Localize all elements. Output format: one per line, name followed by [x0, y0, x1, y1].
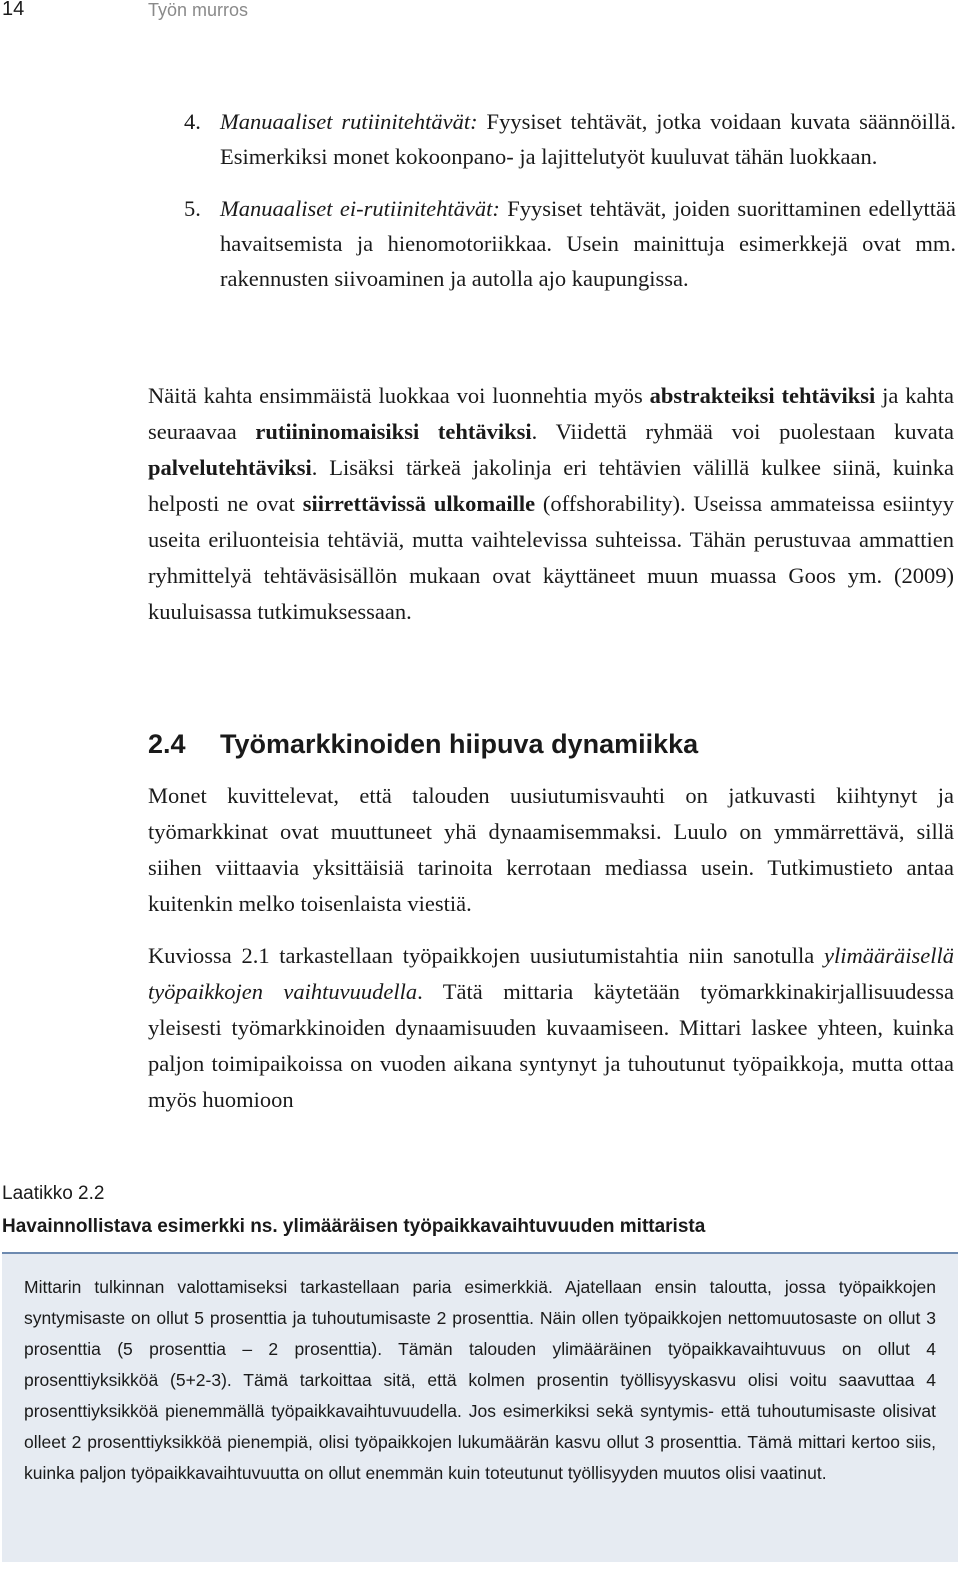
section-number: 2.4: [148, 729, 186, 759]
box-text: Mittarin tulkinnan valottamiseksi tarkastellaan paria esimerkkiä. Ajatellaan ensin taloutta, jossa työpaikkojen syntymisaste on ollut 5 prosenttia ja tuhoutumisaste 2 prosenttia. Näin ollen työpaikkojen nettomuutosaste on ollut 3 prosenttia (5 prosenttia – 2 prosenttia). Tämän talouden ylimääräinen työpaikkavaihtuvuus on ollut 4 prosenttiyksikköä (5+2-3). Tämä tarkoittaa sitä, että kolmen prosentin työllisyyskasvu olisi voitu saavuttaa 4 prosenttiyksikköä pienemmällä työpaikkavaihtuvuudella. Jos esimerkiksi sekä syntymis- että tuhoutumisaste olisivat olleet 2 prosenttiyksikköä pienempiä, olisi työpaikkojen lukumäärän kasvu ollut 3 prosenttia. Tämä mittari kertoo siis, kuinka paljon työpaikkavaihtuvuutta on ollut enemmän kuin toteutunut työllisyyden muutos olisi vaatinut.: [24, 1277, 936, 1483]
section-heading: [148, 724, 698, 764]
list-item-text: Fyysiset tehtävät, joiden suorittaminen edellyttää havaitsemista ja hienomotoriikkaa. Usein mainittuja esimerkkejä ovat mm. rakennusten siivoaminen ja autolla ajo kaupungissa.: [220, 196, 956, 291]
bold-term: abstrakteiksi tehtäviksi: [649, 383, 876, 408]
task-type-list: [184, 104, 956, 313]
paragraph-text: . Tätä mittaria käytetään työmarkkinakirjallisuudessa yleisesti työmarkkinoiden dynaamisuuden kuvaamiseen. Mittari laskee yhteen, kuinka paljon toimipaikoissa on vuoden aikana syntynyt ja tuhoutunut työpaikkoja, mutta ottaa myös huomioon: [148, 979, 954, 1112]
list-item-number: 5.: [184, 196, 201, 221]
italic-term: ylimääräisellä työpaikkojen vaihtuvuudella: [148, 943, 954, 1004]
bold-term: siirrettävissä ulkomaille: [302, 491, 536, 516]
bold-term: rutiininomaisiksi tehtäviksi: [255, 419, 532, 444]
list-item-term: Manuaaliset rutiinitehtävät:: [220, 109, 478, 134]
running-head: Työn murros: [148, 0, 249, 20]
list-item-term: Manuaaliset ei-rutiinitehtävät:: [220, 196, 500, 221]
paragraph-text: Näitä kahta ensimmäistä luokkaa voi luonnehtia myös: [148, 383, 650, 408]
section-title: Työmarkkinoiden hiipuva dynamiikka: [220, 729, 699, 759]
paragraph-text: Kuviossa 2.1 tarkastellaan työpaikkojen uusiutumistahtia niin sanotulla: [148, 943, 824, 968]
page-number: 14: [2, 0, 25, 20]
list-item-text: Fyysiset tehtävät, jotka voidaan kuvata säännöillä. Esimerkiksi monet kokoonpano- ja lajittelutyöt kuuluvat tähän luokkaan.: [220, 109, 956, 169]
box-label: Laatikko 2.2: [2, 1183, 105, 1204]
paragraph-task-classification: [148, 378, 954, 630]
paragraph-text: ja kahta seuraavaa: [148, 383, 954, 444]
box-title: Havainnollistava esimerkki ns. ylimääräisen työpaikkavaihtuvuuden mittarista: [2, 1216, 706, 1237]
list-item-number: 4.: [184, 109, 201, 134]
list-item: [184, 191, 956, 296]
paragraph-text: (offshorability). Useissa ammateissa esiintyy useita eriluonteisia tehtäviä, mutta vaihtelevissa suhteissa. Tähän perustuvaa ammattien ryhmittelyä tehtäväsisällön mukaan ovat käyttäneet muun muassa Goos ym. (2009) kuuluisassa tutkimuksessaan.: [148, 491, 954, 624]
list-item: [184, 104, 956, 174]
paragraph-text: . Lisäksi tärkeä jakolinja eri tehtävien välillä kulkee siinä, kuinka helposti ne ovat: [148, 455, 954, 516]
info-box: [2, 1252, 958, 1562]
paragraph-text: . Viidettä ryhmää voi puolestaan kuvata: [531, 419, 954, 444]
bold-term: palvelutehtäviksi: [148, 455, 312, 480]
paragraph-dynamics-intro: Monet kuvittelevat, että talouden uusiutumisvauhti on jatkuvasti kiihtynyt ja työmarkkinat ovat muuttuneet yhä dynaamisemmaksi. Luulo on ymmärrettävä, sillä siihen viittaavia yksittäisiä tarinoita kerrotaan mediassa usein. Tutkimustieto antaa kuitenkin melko toisenlaista viestiä.: [148, 783, 954, 916]
paragraph-figure-reference: [148, 938, 954, 1118]
